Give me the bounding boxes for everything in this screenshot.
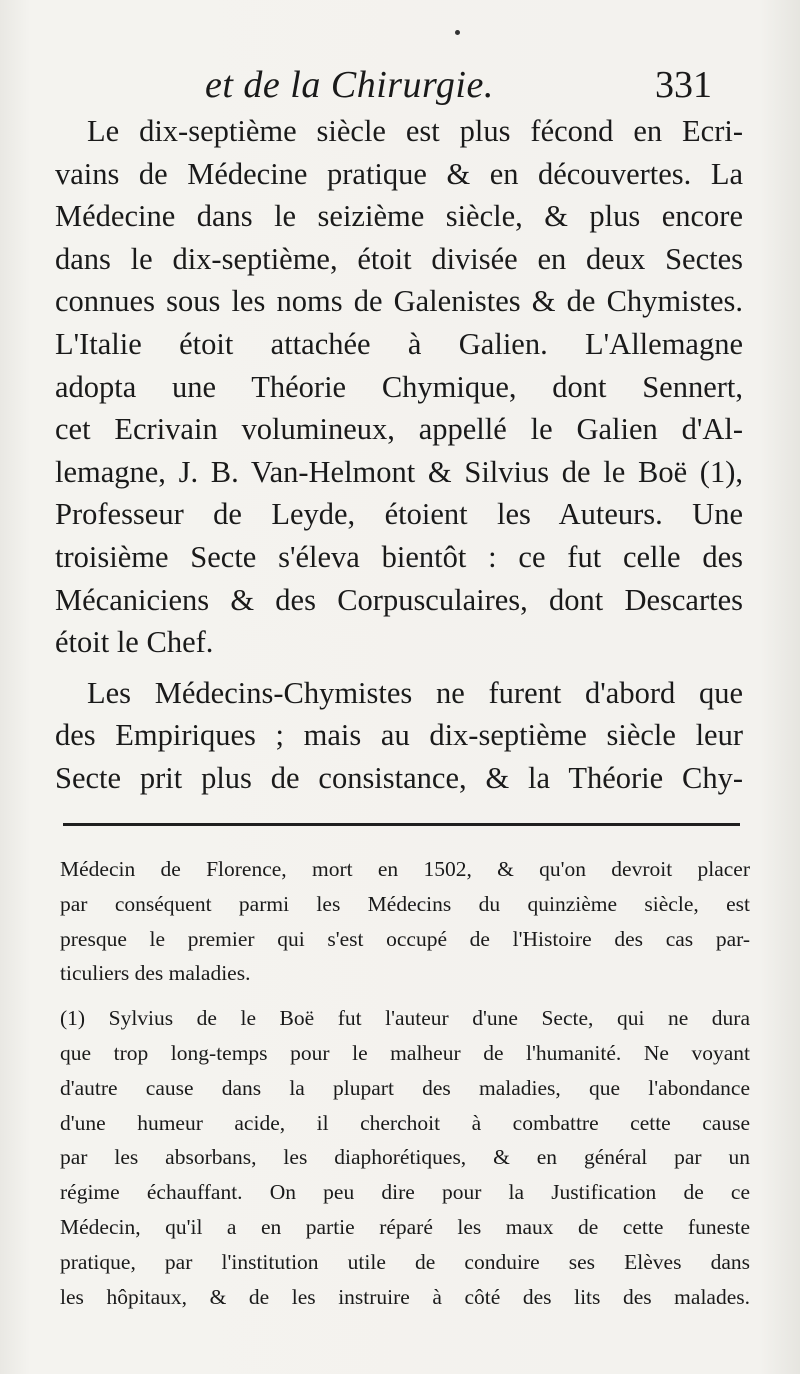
footnote-1 [60,1001,750,1314]
text-line: cet Ecrivain volumineux, appellé le Galien d'Al- [55,412,743,447]
footnote-rule [63,823,740,826]
text-line: des Empiriques ; mais au dix-septième siècle leur [55,718,743,753]
paragraph-2 [55,672,743,800]
page-number: 331 [655,64,712,106]
text-line: connues sous les noms de Galenistes & de Chymistes. [55,284,743,319]
text-line: dans le dix-septième, étoit divisée en deux Sectes [55,241,743,276]
text-line: étoit le Chef. [55,625,214,660]
footnote-line: que trop long-temps pour le malheur de l'humanité. Ne voyant [60,1040,750,1065]
footnote-line: par les absorbans, les diaphorétiques, & en général par un [60,1145,750,1170]
text-line: vains de Médecine pratique & en découvertes. La [55,156,743,191]
text-line: Médecine dans le seizième siècle, & plus encore [55,199,743,234]
footnote-line: pratique, par l'institution utile de conduire ses Elèves dans [60,1249,750,1274]
footnote-continuation [60,852,750,991]
footnote-line: les hôpitaux, & de les instruire à côté des lits des malades. [60,1284,750,1309]
footnote-line: presque le premier qui s'est occupé de l'Histoire des cas par- [60,926,750,951]
text-line: troisième Secte s'éleva bientôt : ce fut celle des [55,539,743,574]
running-title: et de la Chirurgie. [205,64,494,106]
footnote-line: d'autre cause dans la plupart des maladies, que l'abondance [60,1075,750,1100]
footnote-line: par conséquent parmi les Médecins du quinzième siècle, est [60,891,750,916]
footnote-line: Médecin de Florence, mort en 1502, & qu'on devroit placer [60,857,750,881]
text-line: adopta une Théorie Chymique, dont Sennert, [55,369,743,404]
text-line: Professeur de Leyde, étoient les Auteurs. Une [55,497,743,532]
footnote-line: régime échauffant. On peu dire pour la Justification de ce [60,1180,750,1205]
running-head [0,62,800,108]
text-line: Les Médecins-Chymistes ne furent d'abord que [87,675,743,710]
footnotes [60,852,750,1314]
main-text [55,110,743,800]
text-line: L'Italie étoit attachée à Galien. L'Allemagne [55,326,743,361]
footnote-line: (1) Sylvius de le Boë fut l'auteur d'une Secte, qui ne dura [60,1006,750,1031]
footnote-line: Médecin, qu'il a en partie réparé les maux de cette funeste [60,1214,750,1239]
text-line: Mécaniciens & des Corpusculaires, dont Descartes [55,582,743,617]
text-line: Secte prit plus de consistance, & la Théorie Chy- [55,760,743,795]
text-line: lemagne, J. B. Van-Helmont & Silvius de le Boë (1), [55,454,743,489]
footnote-line: ticuliers des maladies. [60,961,251,986]
print-mark [455,30,460,35]
footnote-line: d'une humeur acide, il cherchoit à combattre cette cause [60,1110,750,1135]
text-line: Le dix-septième siècle est plus fécond en Ecri- [87,114,743,148]
paragraph-1 [55,110,743,664]
